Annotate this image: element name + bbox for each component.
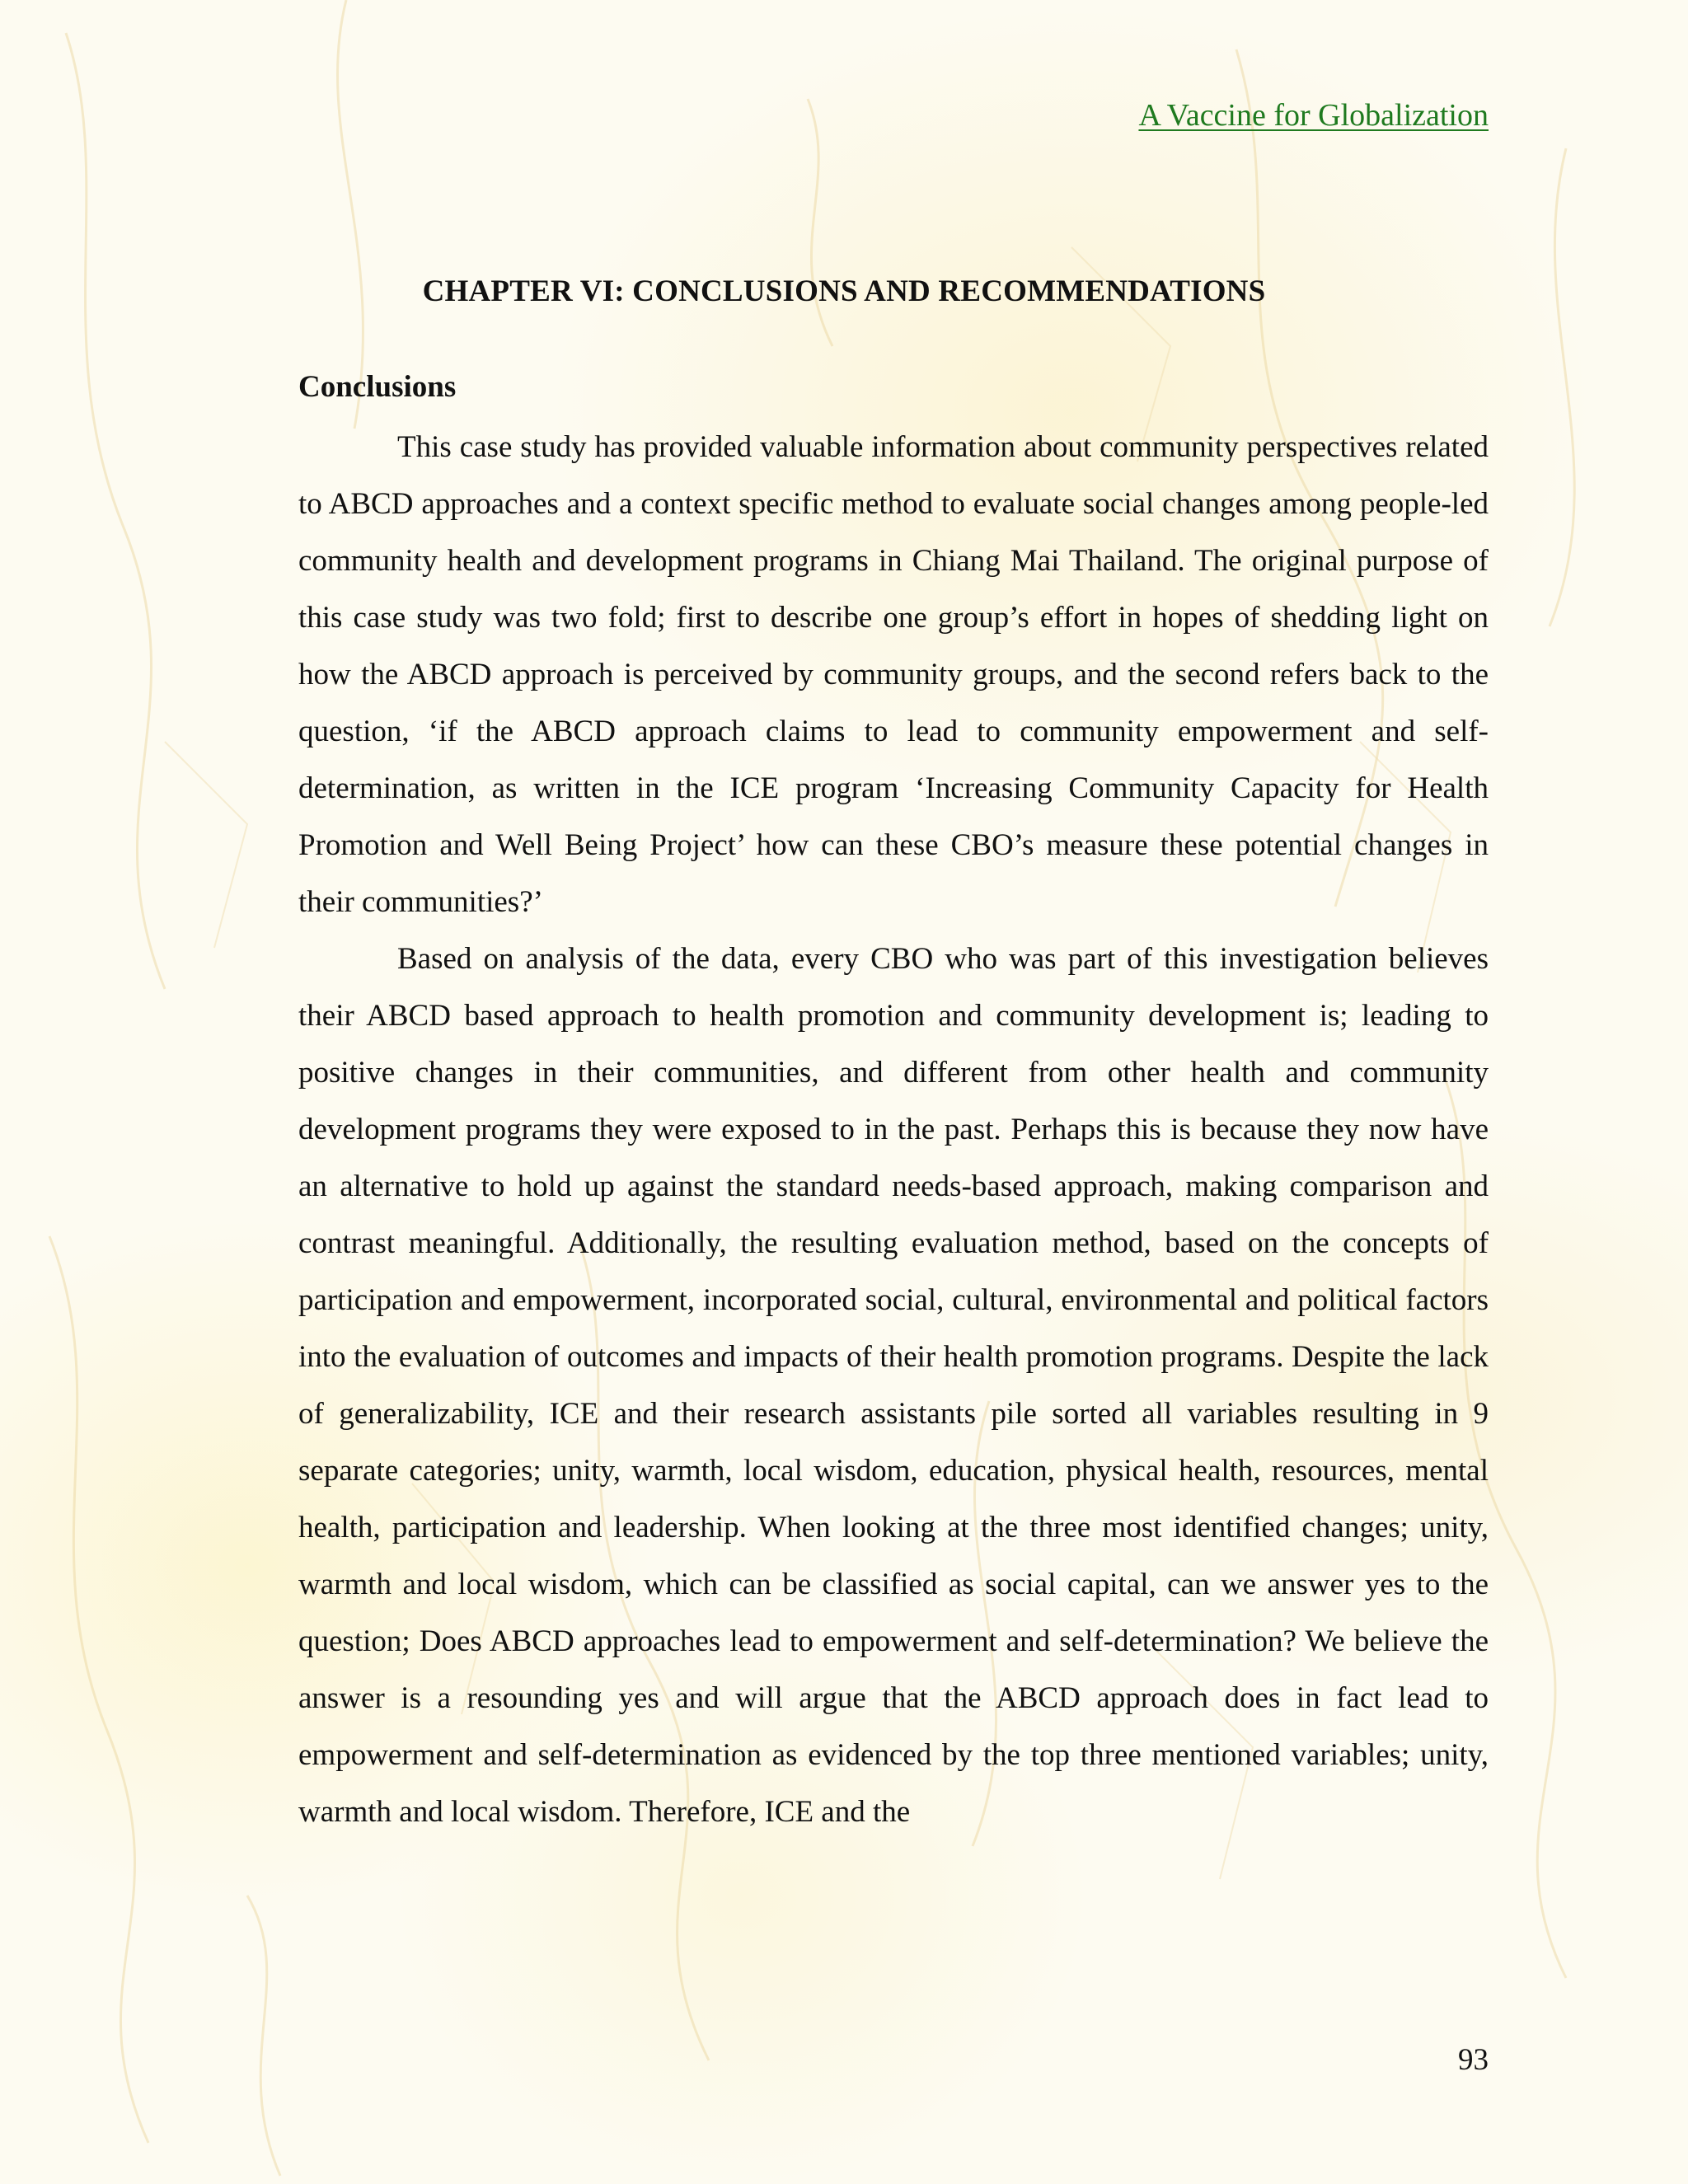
page-number: 93 xyxy=(1458,2043,1489,2077)
body-text xyxy=(298,419,1489,1840)
paragraph: Based on analysis of the data, every CBO who was part of this investigation believes their ABCD based approach to health promotion and community development is; leading to positive changes in their communities, and different from other health and community development programs they were exposed to in the past. Perhaps this is because they now have an alternative to hold up against the standard needs-based approach, making comparison and contrast meaningful. Additionally, the resulting evaluation method, based on the concepts of participation and empowerment, incorporated social, cultural, environmental and political factors into the evaluation of outcomes and impacts of their health promotion programs. Despite the lack of generalizability, ICE and their research assistants pile sorted all variables resulting in 9 separate categories; unity, warmth, local wisdom, education, physical health, resources, mental health, participation and leadership. When looking at the three most identified changes; unity, warmth and local wisdom, which can be classified as social capital, can we answer yes to the question; Does ABCD approaches lead to empowerment and self-determination? We believe the answer is a resounding yes and will argue that the ABCD approach does in fact lead to empowerment and self-determination as evidenced by the top three mentioned variables; unity, warmth and local wisdom. Therefore, ICE and the xyxy=(298,942,1489,1829)
paragraph: This case study has provided valuable information about community perspectives related to ABCD approaches and a context specific method to evaluate social changes among people-led community health and development programs in Chiang Mai Thailand. The original purpose of this case study was two fold; first to describe one group’s effort in hopes of shedding light on how the ABCD approach is perceived by community groups, and the second refers back to the question, ‘if the ABCD approach claims to lead to community empowerment and self-determination, as written in the ICE program ‘Increasing Community Capacity for Health Promotion and Well Being Project’ how can these CBO’s measure these potential changes in their communities?’ xyxy=(298,430,1489,919)
section-heading: Conclusions xyxy=(298,370,457,404)
chapter-title: CHAPTER VI: CONCLUSIONS AND RECOMMENDATIONS xyxy=(422,274,1266,308)
running-header: A Vaccine for Globalization xyxy=(1138,98,1489,133)
